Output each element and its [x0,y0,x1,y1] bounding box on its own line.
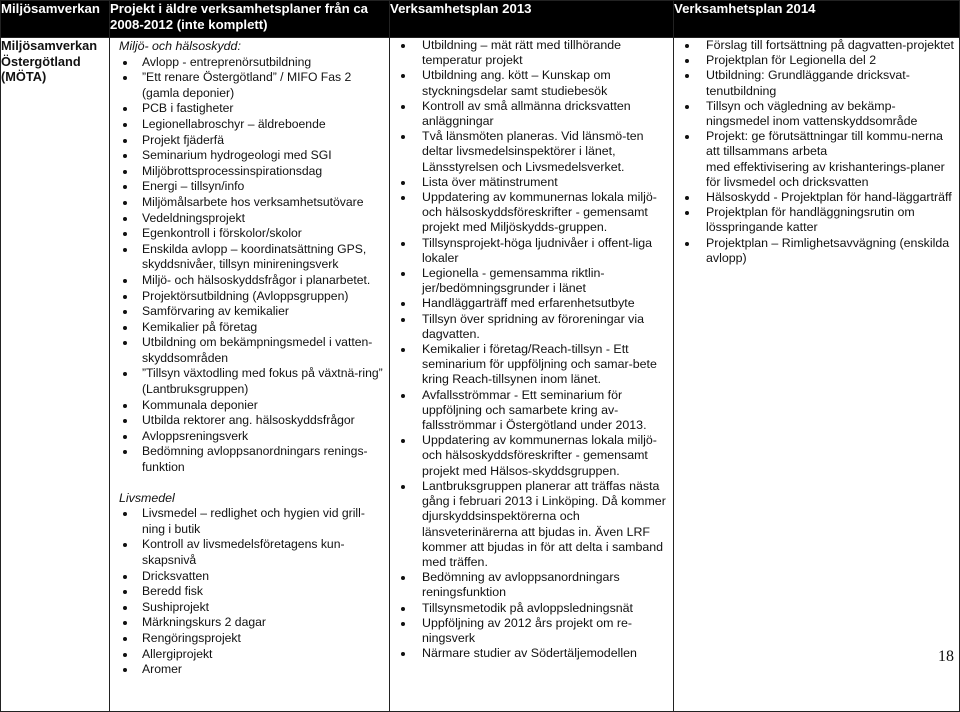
miljo-project-item: ”Ett renare Östergötland” / MIFO Fas 2 (gamla deponier) [119,70,389,101]
plan-2013-item: Kontroll av små allmänna dricksvatten anläggningar [397,99,673,129]
miljo-project-item: Egenkontroll i förskolor/skolor [119,226,389,242]
miljo-project-item: Enskilda avlopp – koordinatsättning GPS, skyddsnivåer, tillsyn minireningsverk [119,242,389,273]
plan-2013-item: Uppdatering av kommunernas lokala miljö- och hälsoskyddsföreskrifter - gemensamt projekt med Miljöskydds-gruppen. [397,190,673,236]
miljo-project-item: Utbilda rektorer ang. hälsoskyddsfrågor [119,413,389,429]
miljo-project-item: Miljö- och hälsoskyddsfrågor i planarbetet. [119,273,389,289]
livsmedel-project-item: Märkningskurs 2 dagar [119,615,389,631]
plan-2014-item: Tillsyn och vägledning av bekämp-ningsmedel inom vattenskyddsområde [681,99,959,129]
header-col3: Verksamhetsplan 2013 [390,1,674,38]
plan-2014-cell [674,38,960,712]
miljo-project-item: Bedömning avloppsanordningars renings-funktion [119,444,389,475]
plan-2013-item: Utbildning ang. kött – Kunskap om styckningsdelar samt studiebesök [397,68,673,98]
livsmedel-project-item: Aromer [119,662,389,678]
plan-2013-item: Lista över mätinstrument [397,175,673,190]
plan-2013-item: Uppdatering av kommunernas lokala miljö- och hälsoskyddsföreskrifter - gemensamt projekt med Hälsos-skyddsgruppen. [397,433,673,479]
old-projects-cell [110,38,390,712]
header-col2: Projekt i äldre verksamhetsplaner från ca 2008-2012 (inte komplett) [110,1,390,38]
miljo-project-item: Avloppsreningsverk [119,429,389,445]
plan-2013-list [390,38,673,661]
row-label: Miljösamverkan Östergötland (MÖTA) [1,38,110,712]
header-col1: Miljösamverkan [1,1,110,38]
plan-2013-item: Kemikalier i företag/Reach-tillsyn - Ett seminarium för uppföljning och samar-bete kring Reach-tillsynen inom länet. [397,342,673,388]
plan-2013-item: Handläggarträff med erfarenhetsutbyte [397,296,673,311]
miljo-project-item: Miljömålsarbete hos verksamhetsutövare [119,195,389,211]
plan-2013-item: Tillsynsprojekt-höga ljudnivåer i offent-liga lokaler [397,236,673,266]
miljo-project-item: Legionellabroschyr – äldreboende [119,117,389,133]
mota-row [1,38,960,712]
miljo-project-item: Avlopp - entreprenörsutbildning [119,55,389,71]
livsmedel-list [110,506,389,678]
livsmedel-project-item: Kontroll av livsmedelsföretagens kun-skapsnivå [119,537,389,568]
livsmedel-project-item: Rengöringsprojekt [119,631,389,647]
plan-2013-item: Lantbruksgruppen planerar att träffas nästa gång i februari 2013 i Linköping. Då kommer djurskyddsinspektörerna och länsveterinärerna att bjudas in. Även LRF kommer att bjudas in för att delta i samband med träffen. [397,479,673,570]
plan-2014-item: Projektplan för handläggningsrutin om lösspringande katter [681,205,959,235]
livsmedel-project-item: Livsmedel – redlighet och hygien vid grill-ning i butik [119,506,389,537]
livsmedel-project-item: Sushiprojekt [119,600,389,616]
plan-2014-item: Projektplan för Legionella del 2 [681,53,959,68]
plan-2014-item: Hälsoskydd - Projektplan för hand-läggarträff [681,190,959,205]
livsmedel-project-item: Beredd fisk [119,584,389,600]
miljo-project-item: Vedeldningsprojekt [119,211,389,227]
plan-2014-item: Projektplan – Rimlighetsavvägning (enskilda avlopp) [681,236,959,266]
miljo-project-item: Energi – tillsyn/info [119,179,389,195]
miljo-project-item: PCB i fastigheter [119,101,389,117]
plan-2014-list [674,38,959,266]
miljo-project-item: Projekt fjäderfä [119,133,389,149]
plan-2013-item: Uppföljning av 2012 års projekt om re-ningsverk [397,616,673,646]
plan-2014-item: Förslag till fortsättning på dagvatten-projektet [681,38,959,53]
plan-2013-item: Utbildning – mät rätt med tillhörande temperatur projekt [397,38,673,68]
livsmedel-project-item: Dricksvatten [119,569,389,585]
miljo-project-item: Kemikalier på företag [119,320,389,336]
plan-2013-item: Två länsmöten planeras. Vid länsmö-ten deltar livsmedelsinspektörer i länet, Länsstyrelsen och Livsmedelsverket. [397,129,673,175]
plan-2014-item: Utbildning: Grundläggande dricksvat-tenutbildning [681,68,959,98]
miljo-project-item: Seminarium hydrogeologi med SGI [119,148,389,164]
header-row [1,1,960,38]
plan-2013-cell [390,38,674,712]
plan-2013-item: Avfallsströmmar - Ett seminarium för uppföljning och samarbete kring av-fallsströmmar i Östergötland under 2013. [397,388,673,434]
plan-2013-item: Bedömning av avloppsanordningars reningsfunktion [397,570,673,600]
page-number: 18 [938,648,954,665]
livsmedel-project-item: Allergiprojekt [119,647,389,663]
section-title-miljo: Miljö- och hälsoskydd: [119,39,241,53]
plan-2013-item: Närmare studier av Södertäljemodellen [397,646,673,661]
plan-2014-item: med effektivisering av krishanterings-planer för livsmedel och dricksvatten [706,159,945,189]
miljo-project-item: Samförvaring av kemikalier [119,304,389,320]
plan-2013-item: Tillsyn över spridning av föroreningar via dagvatten. [397,312,673,342]
miljo-project-item: Utbildning om bekämpningsmedel i vatten-skyddsområden [119,335,389,366]
plan-2013-item: Legionella - gemensamma riktlin-jer/bedömningsgrunder i länet [397,266,673,296]
plan-2013-item: Tillsynsmetodik på avloppsledningsnät [397,601,673,616]
miljo-project-item: Miljöbrottsprocessinspirationsdag [119,164,389,180]
miljo-project-item: ”Tillsyn växtodling med fokus på växtnä-ring” (Lantbruksgruppen) [119,366,389,397]
miljo-list [110,55,389,476]
header-col4: Verksamhetsplan 2014 [674,1,960,38]
plan-2014-item: Projekt: ge förutsättningar till kommu-nerna att tillsammans arbeta [681,129,959,159]
miljo-project-item: Kommunala deponier [119,398,389,414]
miljo-project-item: Projektörsutbildning (Avloppsgruppen) [119,289,389,305]
section-title-livsmedel: Livsmedel [119,490,175,505]
